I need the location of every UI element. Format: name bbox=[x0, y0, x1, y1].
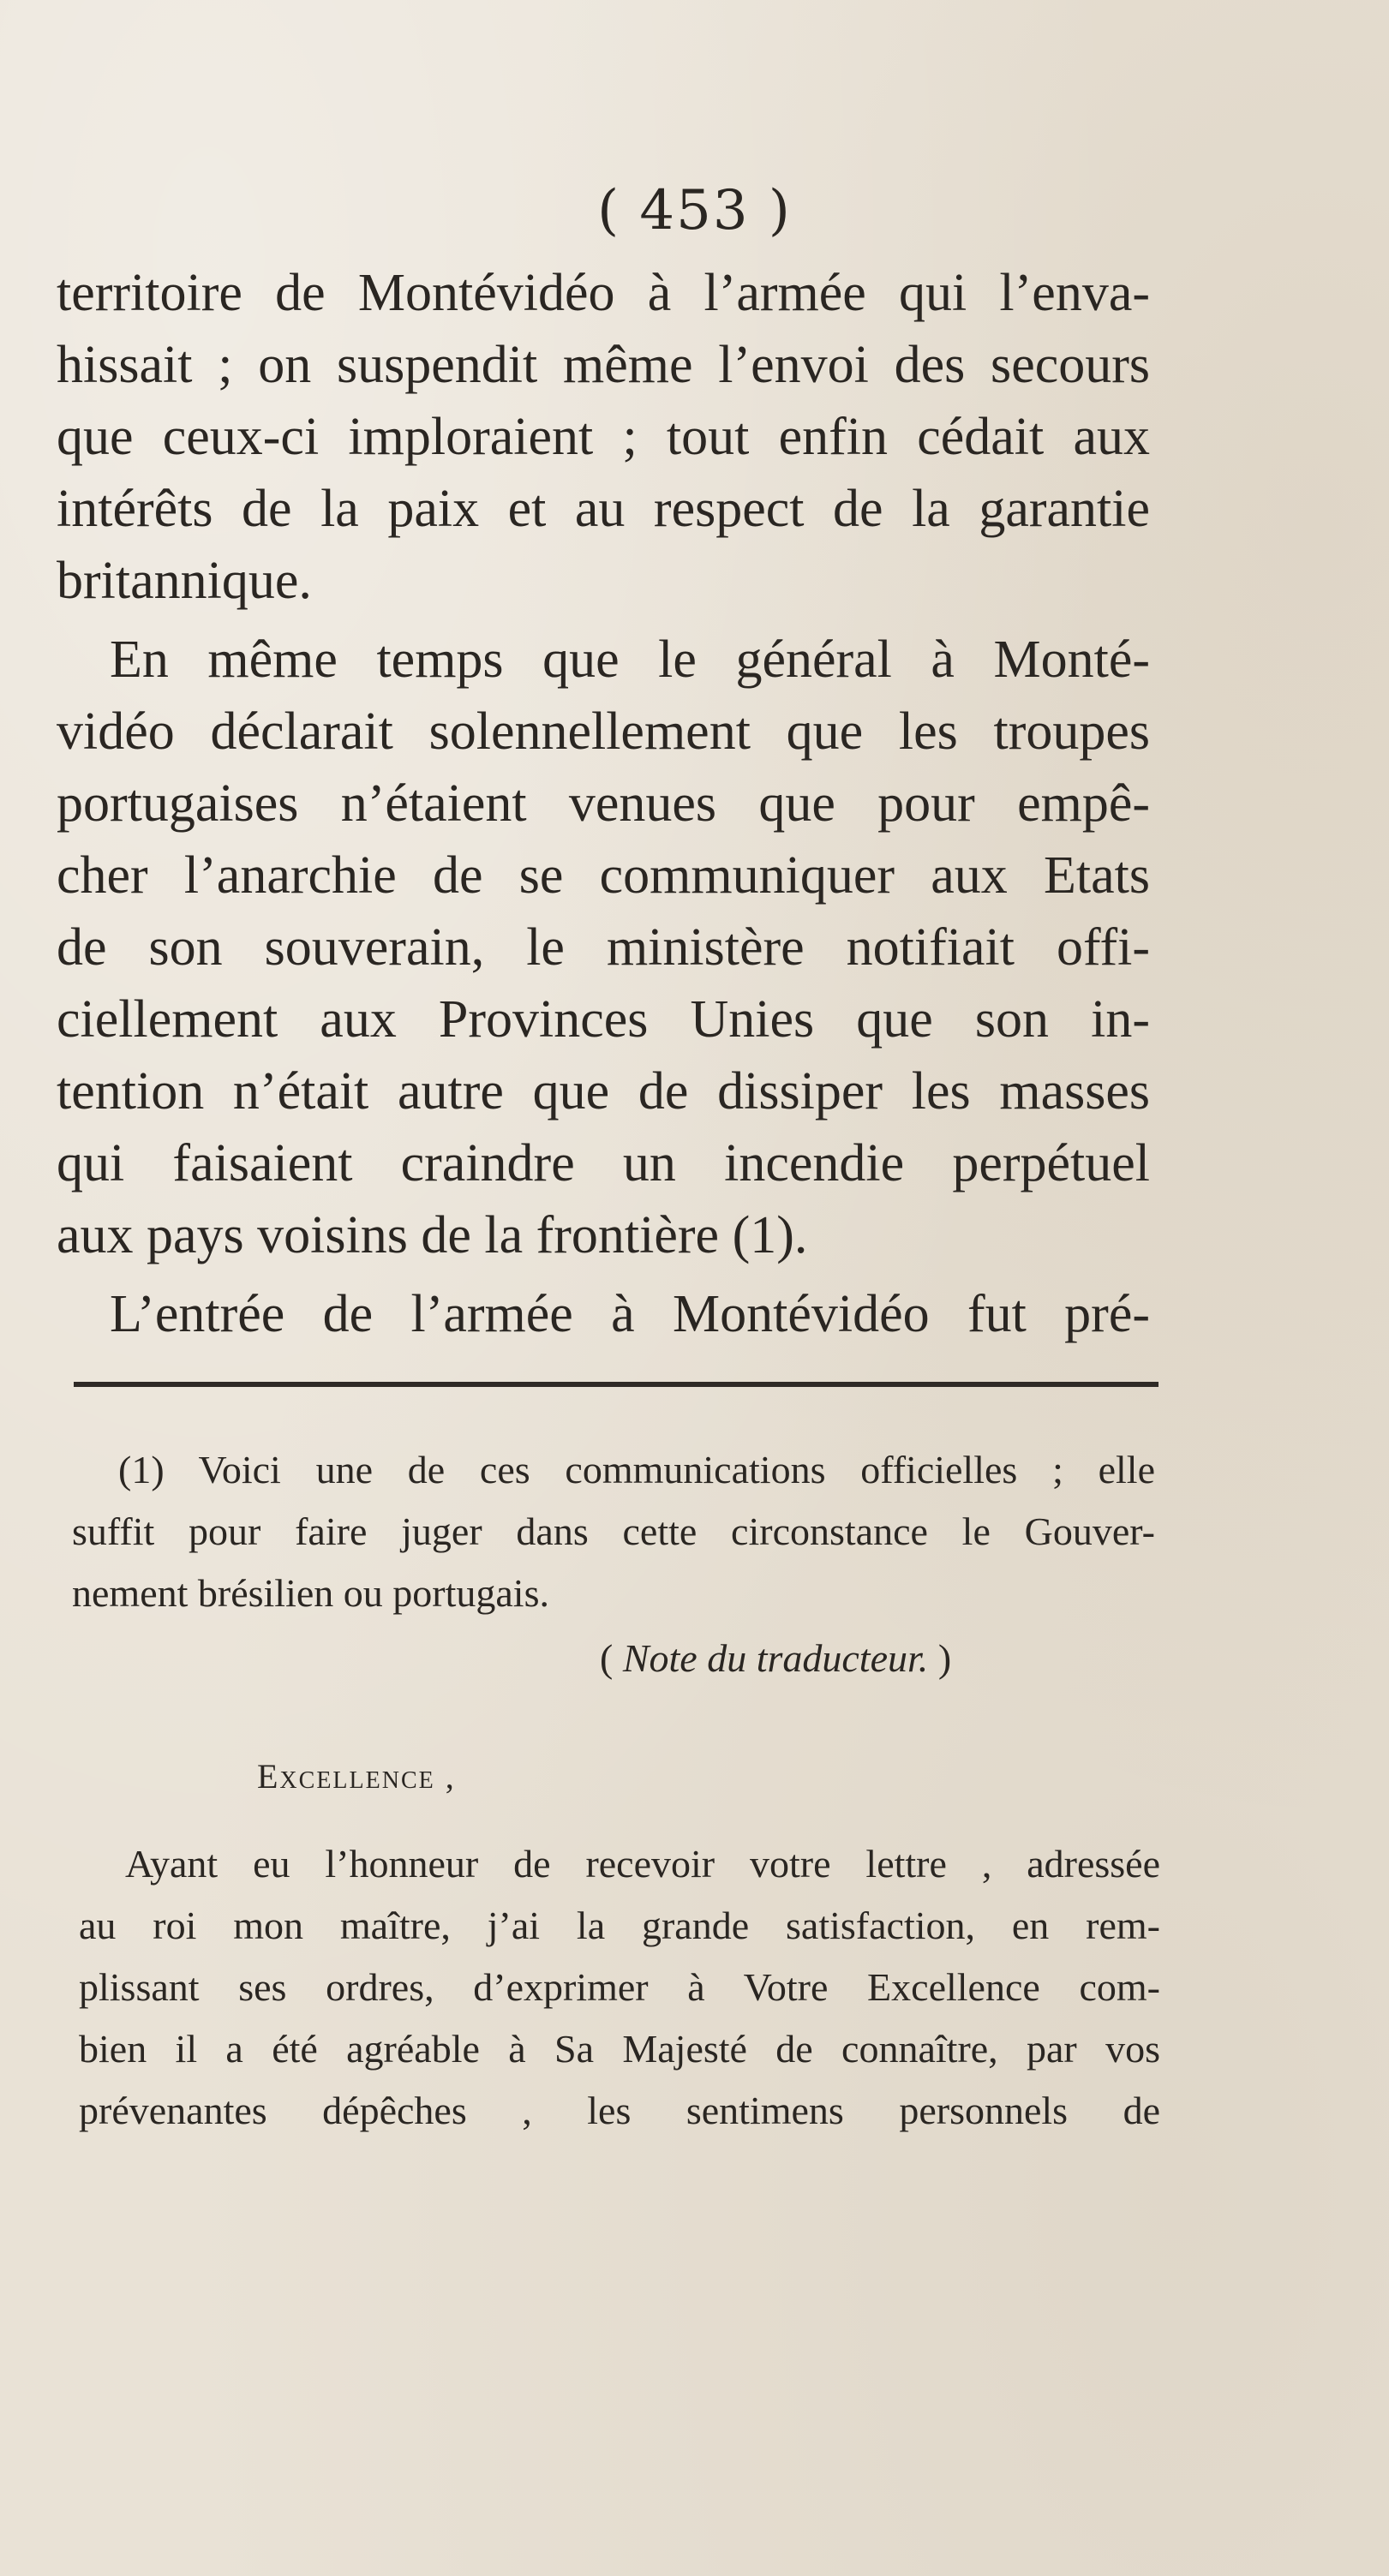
letter-line: plissant ses ordres, d’exprimer à Votre Excellence com- bbox=[79, 1965, 1160, 2009]
text-line: portugaises n’étaient venues que pour empê- bbox=[57, 774, 1150, 833]
footnote-divider bbox=[74, 1382, 1158, 1387]
letter-text bbox=[79, 1833, 1160, 2142]
text-line: aux pays voisins de la frontière (1). bbox=[57, 1206, 808, 1264]
text-line: tention n’était autre que de dissiper les masses bbox=[57, 1062, 1150, 1121]
text-line: territoire de Montévidéo à l’armée qui l’enva- bbox=[57, 264, 1150, 322]
footnote bbox=[72, 1439, 1155, 1624]
footnote-attribution bbox=[600, 1628, 951, 1689]
letter-line: au roi mon maître, j’ai la grande satisfaction, en rem- bbox=[79, 1904, 1160, 1947]
text-line: L’entrée de l’armée à Montévidéo fut pré- bbox=[110, 1285, 1150, 1343]
text-line: qui faisaient craindre un incendie perpétuel bbox=[57, 1134, 1150, 1192]
text-line: cher l’anarchie de se communiquer aux Etats bbox=[57, 846, 1150, 905]
attribution-open: ( bbox=[600, 1636, 623, 1680]
letter-salutation: Excellence , bbox=[257, 1757, 456, 1796]
text-line: ciellement aux Provinces Unies que son in- bbox=[57, 990, 1150, 1049]
attribution-text: Note du traducteur. bbox=[622, 1636, 929, 1680]
footnote-line: suffit pour faire juger dans cette circonstance le Gouver- bbox=[72, 1509, 1155, 1553]
footnote-line: (1) Voici une de ces communications officielles ; elle bbox=[118, 1448, 1155, 1491]
main-text bbox=[57, 257, 1150, 1350]
text-line: intérêts de la paix et au respect de la garantie bbox=[57, 480, 1150, 538]
text-line: vidéo déclarait solennellement que les troupes bbox=[57, 702, 1150, 761]
footnote-line: nement brésilien ou portugais. bbox=[72, 1571, 549, 1615]
page-number: ( 453 ) bbox=[597, 179, 792, 242]
text-line: que ceux-ci imploraient ; tout enfin cédait aux bbox=[57, 408, 1150, 466]
attribution-close: ) bbox=[928, 1636, 952, 1680]
text-line: hissait ; on suspendit même l’envoi des secours bbox=[57, 336, 1150, 394]
text-line: de son souverain, le ministère notifiait offi- bbox=[57, 918, 1150, 977]
letter-line: prévenantes dépêches , les sentimens personnels de bbox=[79, 2089, 1160, 2132]
letter-line: Ayant eu l’honneur de recevoir votre lettre , adressée bbox=[125, 1842, 1160, 1886]
letter-line: bien il a été agréable à Sa Majesté de connaître, par vos bbox=[79, 2027, 1160, 2071]
text-line: En même temps que le général à Monté- bbox=[110, 631, 1150, 689]
text-line: britannique. bbox=[57, 552, 312, 610]
